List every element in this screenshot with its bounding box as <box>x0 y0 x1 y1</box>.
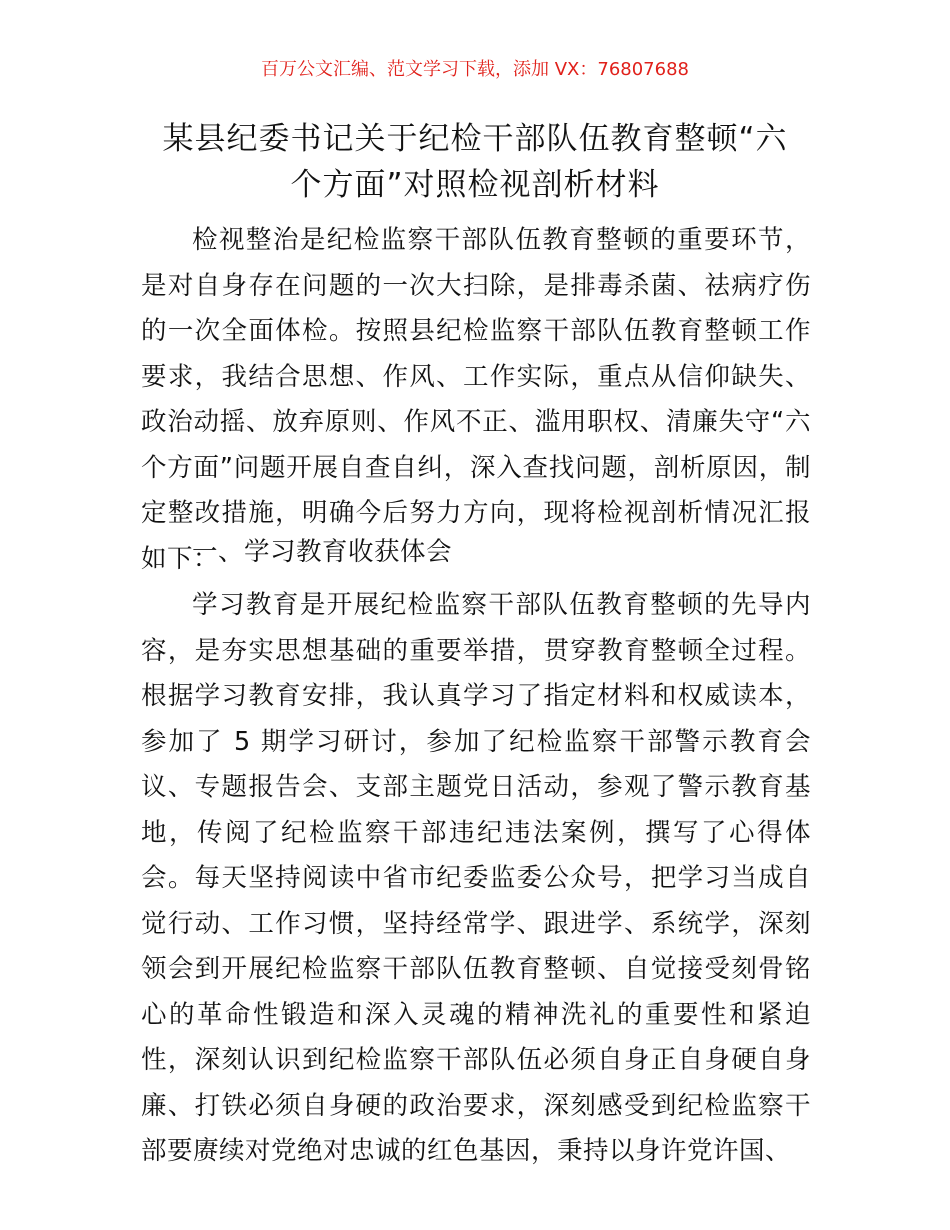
document-title <box>130 116 820 208</box>
document-title-line-1: 某县纪委书记关于纪检干部队伍教育整顿“六 <box>162 121 788 157</box>
section-heading-learning: 一、学习教育收获体会 <box>192 537 453 567</box>
document-title-line-2: 个方面”对照检视剖析材料 <box>290 167 660 203</box>
body-paragraph-intro: 检视整治是纪检监察干部队伍教育整顿的重要环节，是对自身存在问题的一次大扫除，是排毒杀菌、祛病疗伤的一次全面体检。按照县纪检监察干部队伍教育整顿工作要求，我结合思想、作风、工作实际，重点从信仰缺失、政治动摇、放弃原则、作风不正、滥用职权、清廉失守“六个方面”问题开展自查自纠，深入查找问题，剖析原因，制定整改措施，明确今后努力方向，现将检视剖析情况汇报如下： <box>141 225 811 574</box>
body-paragraph-learning: 学习教育是开展纪检监察干部队伍教育整顿的先导内容，是夯实思想基础的重要举措，贯穿教育整顿全过程。根据学习教育安排，我认真学习了指定材料和权威读本，参加了 5 期学习研讨，参加了纪检监察干部警示教育会议、专题报告会、支部主题党日活动，参观了警示教育基地，传阅了纪检监察干部违纪违法案例，撰写了心得体会。每天坚持阅读中省市纪委监委公众号，把学习当成自觉行动、工作习惯，坚持经常学、跟进学、系统学，深刻领会到开展纪检监察干部队伍教育整顿、自觉接受刻骨铭心的革命性锻造和深入灵魂的精神洗礼的重要性和紧迫性，深刻认识到纪检监察干部队伍必须自身正自身硬自身廉、打铁必须自身硬的政治要求，深刻感受到纪检监察干部要赓续对党绝对忠诚的红色基因，秉持以身许党许国、 <box>141 590 811 1166</box>
header-banner: 百万公文汇编、范文学习下载，添加 VX：76807688 <box>261 59 689 80</box>
